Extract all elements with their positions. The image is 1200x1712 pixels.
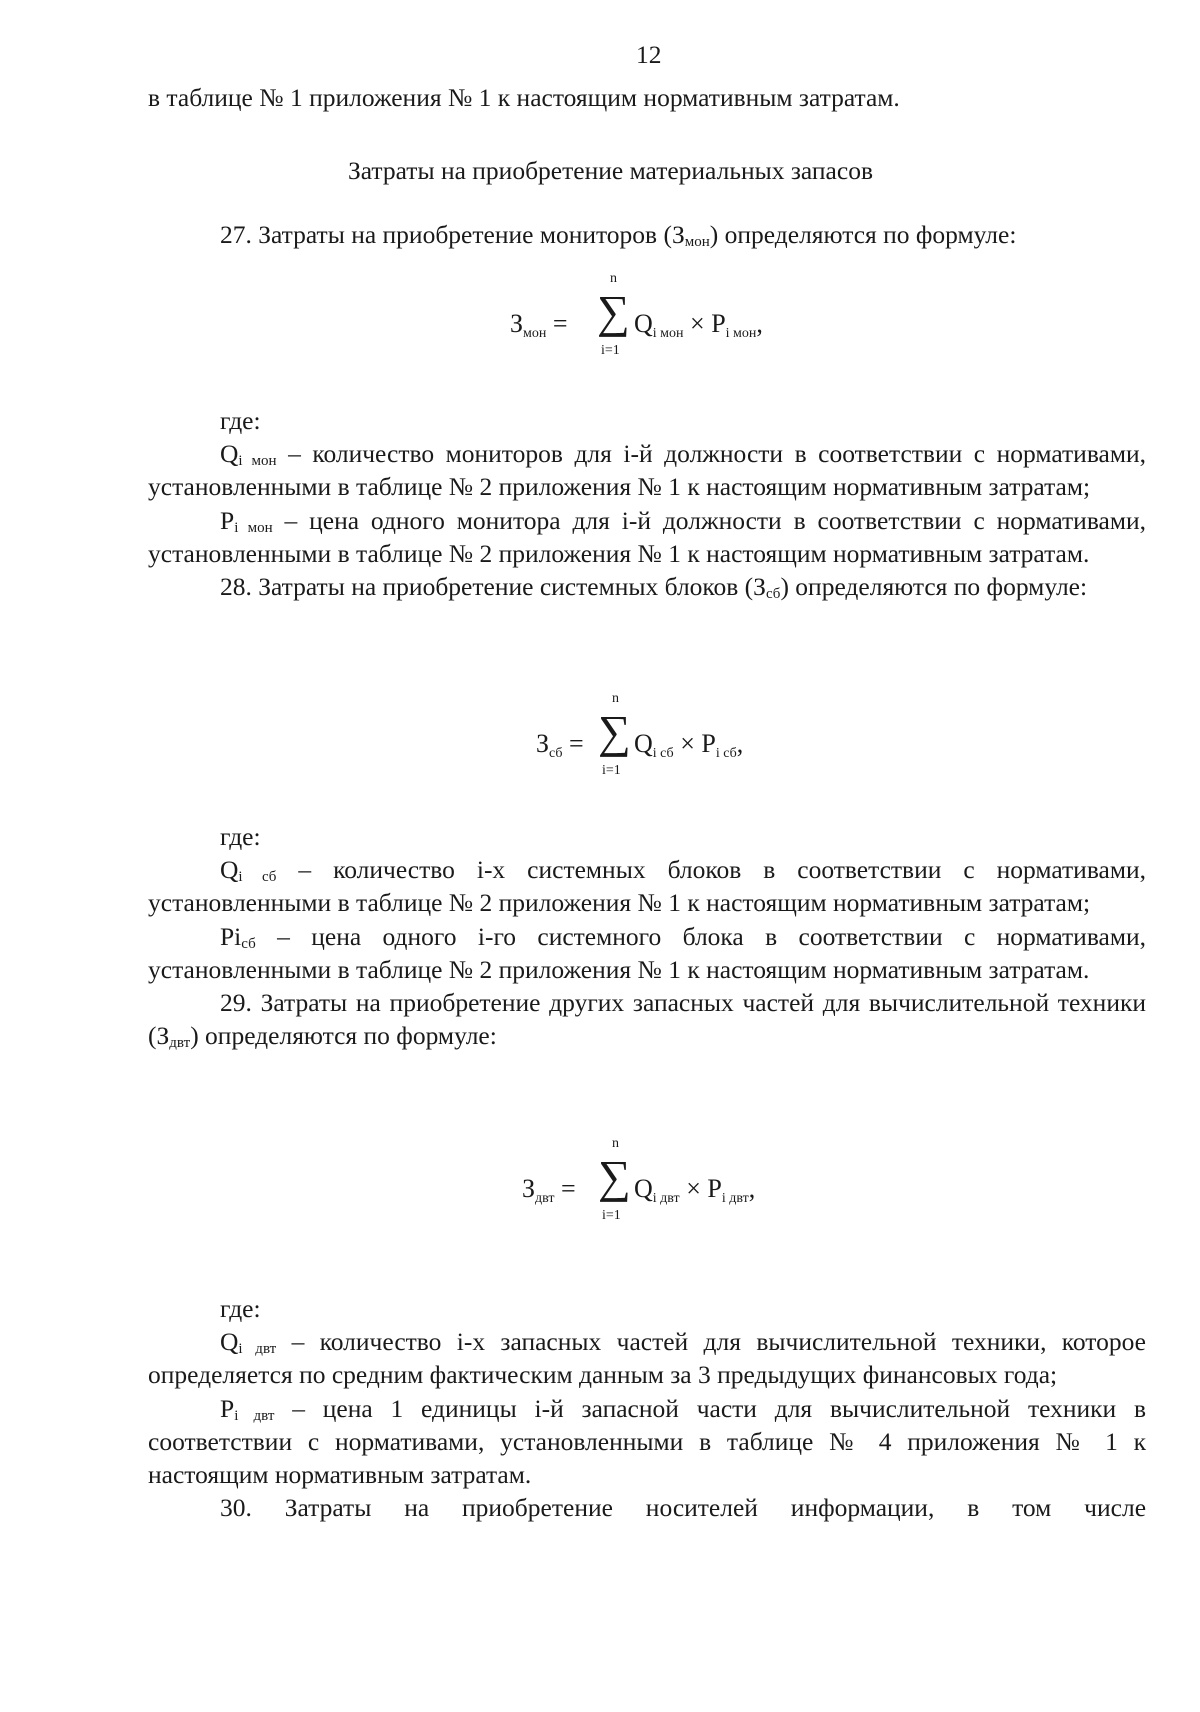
def-text: – цена одного монитора для i-й должности в соответствии с нормативами, установленными в таблице № 2 приложения № 1 к настоящим нормативным затратам. [148, 505, 1146, 568]
def-text: – цена одного i-го системного блока в соответствии с нормативами, установленными в таблице № 2 приложения № 1 к настоящим нормативным затратам. [148, 921, 1146, 984]
formula-q-sub: i мон [652, 326, 684, 341]
item-27-text-after: ) определяются по формуле: [709, 220, 1017, 249]
def-text: – количество i-х системных блоков в соответствии с нормативами, установленными в таблице № 2 приложения № 1 к настоящим нормативным затратам; [148, 855, 1146, 918]
formula-q: Q [634, 1174, 653, 1203]
sigma-symbol: ∑ [598, 1151, 631, 1202]
formula-29 [522, 1136, 802, 1230]
formula-equals: = [561, 1174, 576, 1203]
definition [148, 504, 1146, 570]
formula-q: Q [634, 729, 653, 758]
item-28-text: Затраты на приобретение системных блоков (З [258, 572, 766, 602]
item-27-number: 27. [220, 220, 252, 249]
formula-lhs-sub: сб [549, 746, 563, 761]
where-label: где: [220, 822, 261, 851]
formula-equals: = [569, 729, 584, 758]
definition [148, 920, 1146, 986]
item-28-text-after: ) определяются по формуле: [780, 572, 1088, 602]
formula-equals: = [552, 309, 568, 338]
formula-end: , [748, 1174, 756, 1203]
item-28-paragraph [148, 570, 1146, 603]
item-27-text: Затраты на приобретение мониторов (З [258, 220, 685, 249]
section-heading: Затраты на приобретение материальных запасов [348, 156, 873, 185]
formula-lhs: З [510, 309, 524, 338]
def-symbol-sub: i двт [234, 1407, 275, 1424]
item-30-number: 30. [220, 1493, 252, 1523]
formula-p-sub: i мон [725, 326, 757, 341]
item-28-number: 28. [220, 572, 252, 602]
def-symbol-sub: i мон [234, 519, 273, 536]
item-29-text: Затраты на приобретение других запасных частей для вычислительной техники (З [148, 988, 1147, 1051]
sum-upper-limit: n [612, 1136, 619, 1151]
formula-lhs: З [522, 1174, 536, 1203]
definition [148, 1325, 1146, 1391]
def-symbol-sub: i сб [238, 869, 277, 886]
formula-end: , [756, 309, 763, 338]
formula-p: P [701, 729, 716, 758]
item-27-definitions [148, 404, 1146, 603]
sum-upper-limit: n [612, 691, 619, 706]
formula-p: P [711, 309, 726, 338]
formula-p-sub: i двт [721, 1191, 749, 1206]
def-symbol: Q [220, 855, 239, 885]
def-symbol: Q [220, 1327, 239, 1357]
where-label: где: [220, 406, 261, 435]
intro-line: в таблице № 1 приложения № 1 к настоящим нормативным затратам. [148, 83, 900, 112]
item-30-paragraph [148, 1491, 1146, 1524]
def-text: – количество i-х запасных частей для вычислительной техники, которое определяется по средним фактическим данным за 3 предыдущих финансовых года; [148, 1327, 1146, 1390]
formula-27 [510, 271, 810, 365]
item-29-symbol-sub: двт [169, 1035, 191, 1052]
formula-times: × [680, 729, 695, 758]
definition [148, 437, 1146, 503]
sum-upper-limit: n [610, 271, 617, 286]
sum-lower-limit: i=1 [601, 343, 620, 358]
formula-times: × [686, 1174, 701, 1203]
formula-end: , [736, 729, 744, 758]
formula-q-sub: i сб [652, 746, 674, 761]
sigma-symbol: ∑ [598, 706, 631, 757]
def-text: – количество мониторов для i-й должности в соответствии с нормативами, установленными в таблице № 2 приложения № 1 к настоящим нормативным затратам; [148, 439, 1146, 502]
item-29-paragraph [148, 986, 1146, 1052]
formula-28 [536, 691, 796, 785]
sum-lower-limit: i=1 [602, 1208, 621, 1223]
formula-lhs: З [536, 729, 550, 758]
item-28-definitions [148, 820, 1146, 1052]
item-30-text: Затраты на приобретение носителей информации, в том числе [284, 1493, 1147, 1523]
where-label: где: [220, 1294, 261, 1323]
formula-p: P [707, 1174, 722, 1203]
formula-times: × [690, 309, 705, 338]
formula-lhs-sub: мон [523, 326, 547, 341]
page-number: 12 [636, 40, 662, 69]
definition [148, 1392, 1146, 1492]
def-symbol: Q [220, 439, 239, 469]
formula-q-sub: i двт [652, 1191, 680, 1206]
def-symbol: P [220, 1393, 235, 1423]
def-symbol-sub: сб [241, 935, 256, 952]
item-29-number: 29. [220, 988, 252, 1018]
item-28-symbol-sub: сб [765, 586, 781, 603]
item-27-symbol-sub: мон [684, 234, 710, 250]
formula-p-sub: i сб [715, 746, 737, 761]
formula-lhs-sub: двт [535, 1191, 555, 1206]
item-29-definitions [148, 1292, 1146, 1524]
definition [148, 853, 1146, 919]
def-symbol: Pi [220, 921, 242, 951]
formula-q: Q [634, 309, 653, 338]
sigma-symbol: ∑ [597, 286, 630, 337]
def-symbol: P [220, 505, 235, 535]
def-text: – цена 1 единицы i-й запасной части для вычислительной техники в соответствии с нормативами, установленными в таблице № 4 приложения № 1 к настоящим нормативным затратам. [148, 1393, 1146, 1490]
def-symbol-sub: i мон [238, 453, 277, 470]
sum-lower-limit: i=1 [602, 763, 621, 778]
item-27-paragraph [148, 218, 1146, 251]
def-symbol-sub: i двт [238, 1341, 277, 1358]
item-29-text-after: ) определяются по формуле: [190, 1021, 497, 1051]
